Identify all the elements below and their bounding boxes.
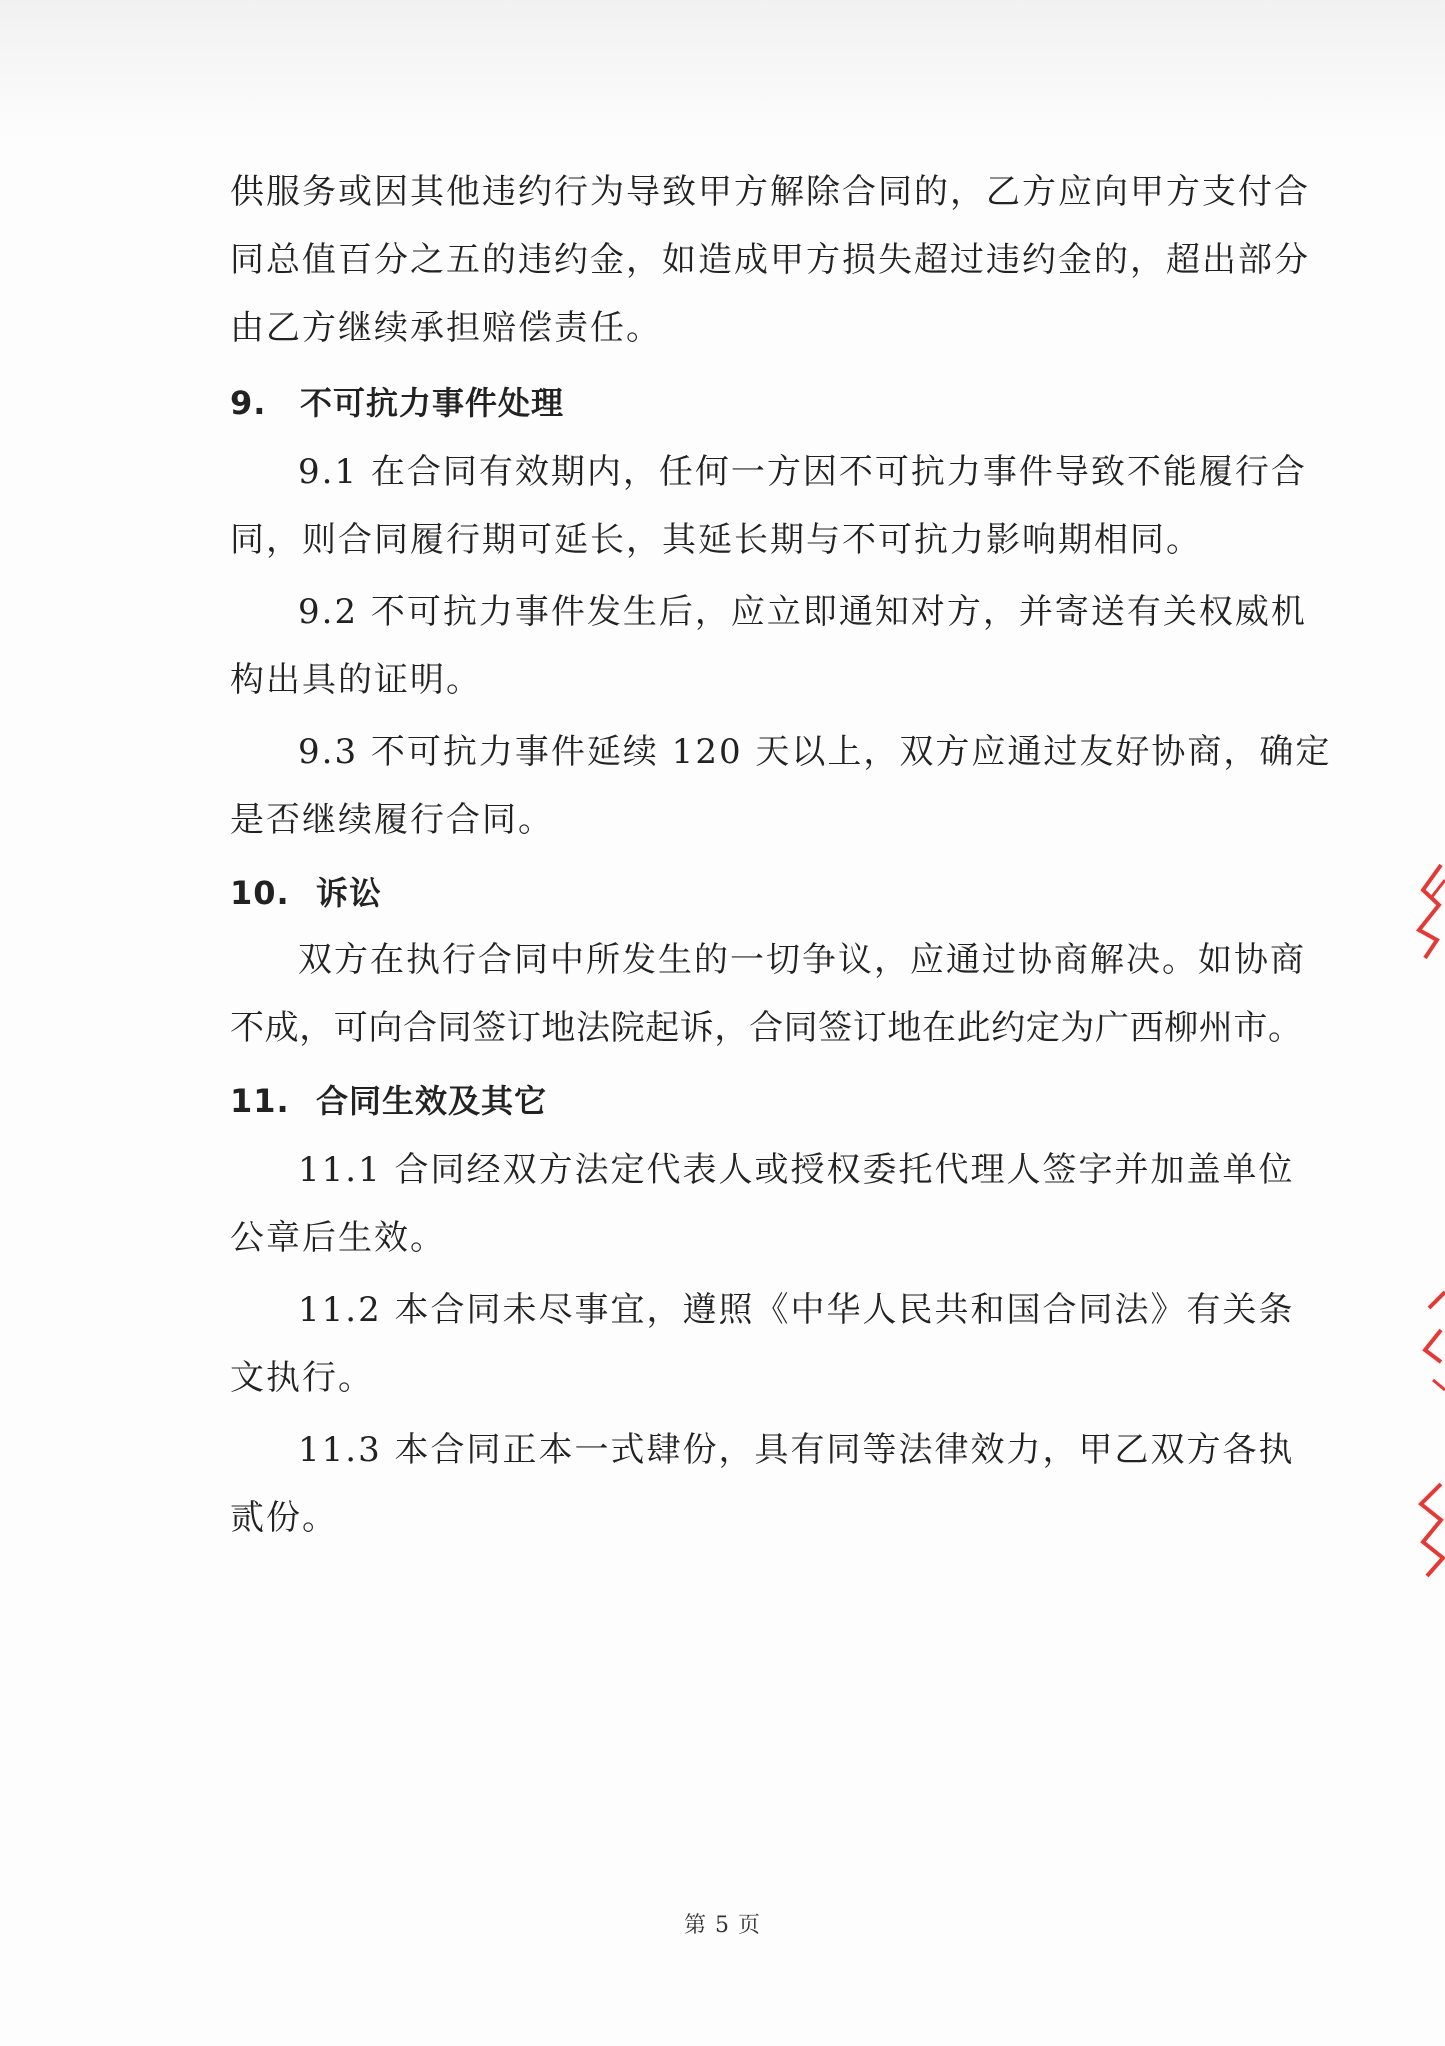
text-line: 同，则合同履行期可延长，其延长期与不可抗力影响期相同。 <box>230 520 1202 560</box>
section-heading-10 <box>230 868 1270 914</box>
clause-11-2 <box>230 1288 1295 1401</box>
clause-9-1 <box>230 450 1307 563</box>
seal-fragment-icon <box>1411 1290 1445 1400</box>
text-line: 9.1 在合同有效期内，任何一方因不可抗力事件导致不能履行合 <box>298 452 1307 492</box>
text-line: 供服务或因其他违约行为导致甲方解除合同的，乙方应向甲方支付合 <box>230 172 1310 212</box>
scan-shade <box>0 0 1445 140</box>
seal-fragment-icon <box>1411 860 1445 960</box>
section-title: 合同生效及其它 <box>316 1082 548 1120</box>
section-number: 10. <box>230 874 290 912</box>
text-line: 9.2 不可抗力事件发生后，应立即通知对方，并寄送有关权威机 <box>298 592 1307 632</box>
text-line: 公章后生效。 <box>230 1218 446 1258</box>
section-heading-11 <box>230 1076 1270 1122</box>
paragraph-penalty-continuation <box>230 170 1310 351</box>
text-line: 是否继续履行合同。 <box>230 800 554 840</box>
text-line: 双方在执行合同中所发生的一切争议，应通过协商解决。如协商 <box>298 940 1306 980</box>
clause-9-3 <box>230 730 1332 843</box>
page-number: 第 5 页 <box>684 1913 761 1938</box>
text-line: 11.1 合同经双方法定代表人或授权委托代理人签字并加盖单位 <box>298 1150 1295 1190</box>
section-number: 9. <box>230 384 267 422</box>
text-line: 构出具的证明。 <box>230 660 482 700</box>
seal-fragment-icon <box>1411 1480 1445 1580</box>
text-line: 贰份。 <box>230 1498 338 1538</box>
text-line: 11.3 本合同正本一式肆份，具有同等法律效力，甲乙双方各执 <box>298 1430 1295 1470</box>
text-line: 9.3 不可抗力事件延续 120 天以上，双方应通过友好协商，确定 <box>298 732 1332 772</box>
text-line: 同总值百分之五的违约金，如造成甲方损失超过违约金的，超出部分 <box>230 240 1310 280</box>
clause-11-1 <box>230 1148 1295 1261</box>
section-title: 不可抗力事件处理 <box>300 384 565 422</box>
text-line: 由乙方继续承担赔偿责任。 <box>230 308 662 348</box>
text-line: 不成，可向合同签订地法院起诉，合同签订地在此约定为广西柳州市。 <box>230 1008 1303 1048</box>
clause-10-body <box>230 938 1306 1051</box>
section-heading-9 <box>230 378 1270 424</box>
text-line: 文执行。 <box>230 1358 374 1398</box>
clause-9-2 <box>230 590 1307 703</box>
clause-11-3 <box>230 1428 1295 1541</box>
section-title: 诉讼 <box>316 874 383 912</box>
section-number: 11. <box>230 1082 290 1120</box>
text-line: 11.2 本合同未尽事宜，遵照《中华人民共和国合同法》有关条 <box>298 1290 1295 1330</box>
